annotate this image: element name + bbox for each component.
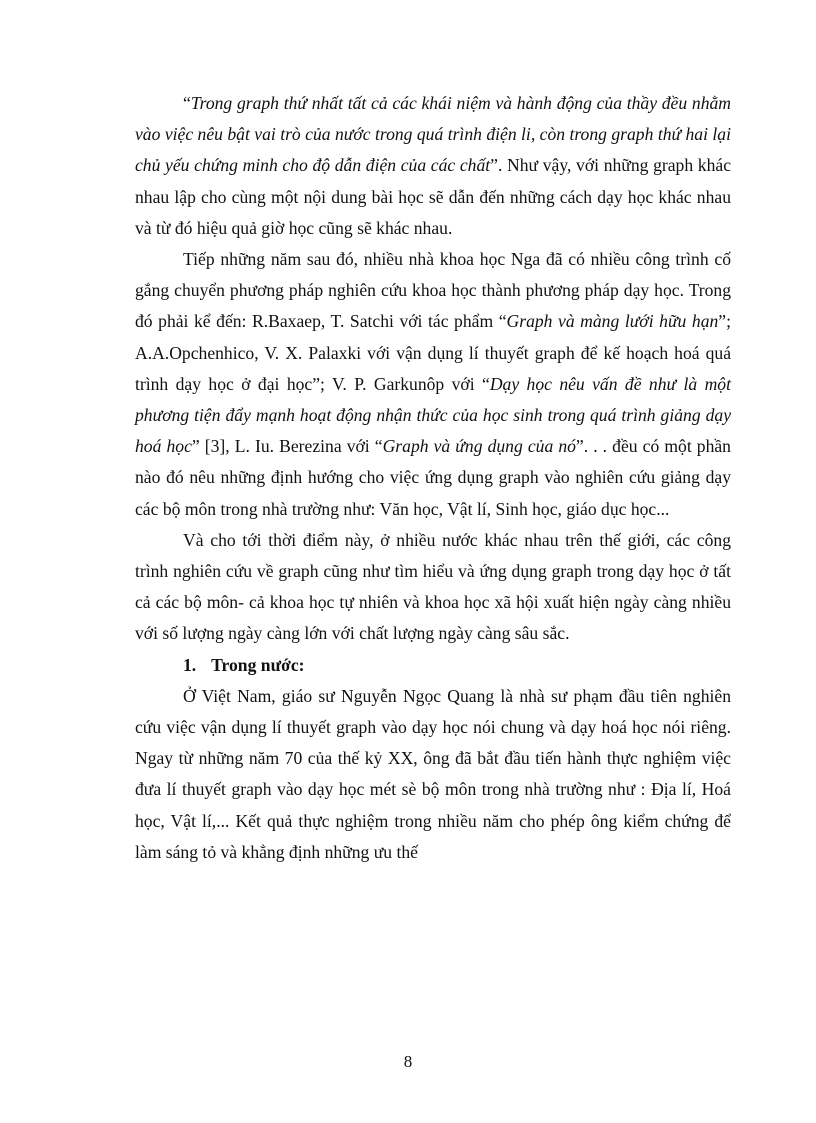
- heading-number: 1.: [183, 654, 197, 675]
- paragraph-text: ” [3], L. Iu. Berezina với “: [191, 436, 383, 457]
- work-title-italic: Dạy học nêu vấn đề như là một phương tiện đẩy mạnh hoạt động nhận thức của học sinh trong quá trình giảng dạy hoá học: [135, 373, 731, 457]
- paragraph-worldwide-research: Và cho tới thời điểm này, ở nhiều nước khác nhau trên thế giới, các công trình nghiên cứu về graph cũng như tìm hiểu và ứng dụng graph trong dạy học ở tất cả các bộ môn- cả khoa học tự nhiên và khoa học xã hội xuất hiện ngày càng nhiều với số lượng ngày càng lớn với chất lượng ngày càng sâu sắc.: [135, 529, 731, 644]
- paragraph-text: ”; A.A.Opchenhico, V. X. Palaxki với vận dụng lí thuyết graph để kế hoạch hoá quá trình dạy học ở đại học”; V. P. Garkunôp với “: [135, 311, 731, 394]
- work-title-italic: Graph và ứng dụng của nó: [382, 436, 576, 457]
- section-heading: [135, 650, 731, 681]
- work-title-italic: Graph và màng lưới hữu hạn: [506, 311, 719, 332]
- page-number: 8: [403, 1052, 413, 1071]
- paragraph-text: Tiếp những năm sau đó, nhiều nhà khoa học Nga đã có nhiều công trình cố gắng chuyển phương pháp nghiên cứu khoa học thành phương pháp dạy học. Trong đó phải kể đến: R.Baxaep, T. Satchi với tác phẩm “: [135, 249, 731, 332]
- open-quote: “: [183, 93, 191, 113]
- document-page: [135, 88, 731, 868]
- heading-title: Trong nước:: [211, 654, 305, 675]
- paragraph-text: ”. . . đều có một phần nào đó nêu những định hướng cho việc ứng dụng graph vào nghiên cứu giảng dạy các bộ môn trong nhà trường như: Văn học, Vật lí, Sinh học, giáo dục học...: [135, 436, 731, 519]
- paragraph-graph-comparison: [135, 88, 731, 244]
- paragraph-vietnam-research: Ở Việt Nam, giáo sư Nguyễn Ngọc Quang là nhà sư phạm đầu tiên nghiên cứu việc vận dụng lí thuyết graph vào dạy học nói chung và dạy hoá học nói riêng. Ngay từ những năm 70 của thế kỷ XX, ông đã bắt đầu tiến hành thực nghiệm việc đưa lí thuyết graph vào dạy học mét sè bộ môn trong nhà trường như : Địa lí, Hoá học, Vật lí,... Kết quả thực nghiệm trong nhiều năm cho phép ông kiểm chứng để làm sáng tỏ và khẳng định những ưu thế: [135, 685, 731, 862]
- paragraph-russian-scientists: [135, 244, 731, 525]
- paragraph-text: ”. Như vậy, với những graph khác nhau lập cho cùng một nội dung bài học sẽ dẫn đến những cách dạy học khác nhau và từ đó hiệu quả giờ học cũng sẽ khác nhau.: [135, 155, 732, 238]
- italic-quote: Trong graph thứ nhất tất cả các khái niệm và hành động của thầy đều nhằm vào việc nêu bật vai trò của nước trong quá trình điện li, còn trong graph thứ hai lại chủ yếu chứng minh cho độ dẫn điện của các chất: [135, 93, 731, 176]
